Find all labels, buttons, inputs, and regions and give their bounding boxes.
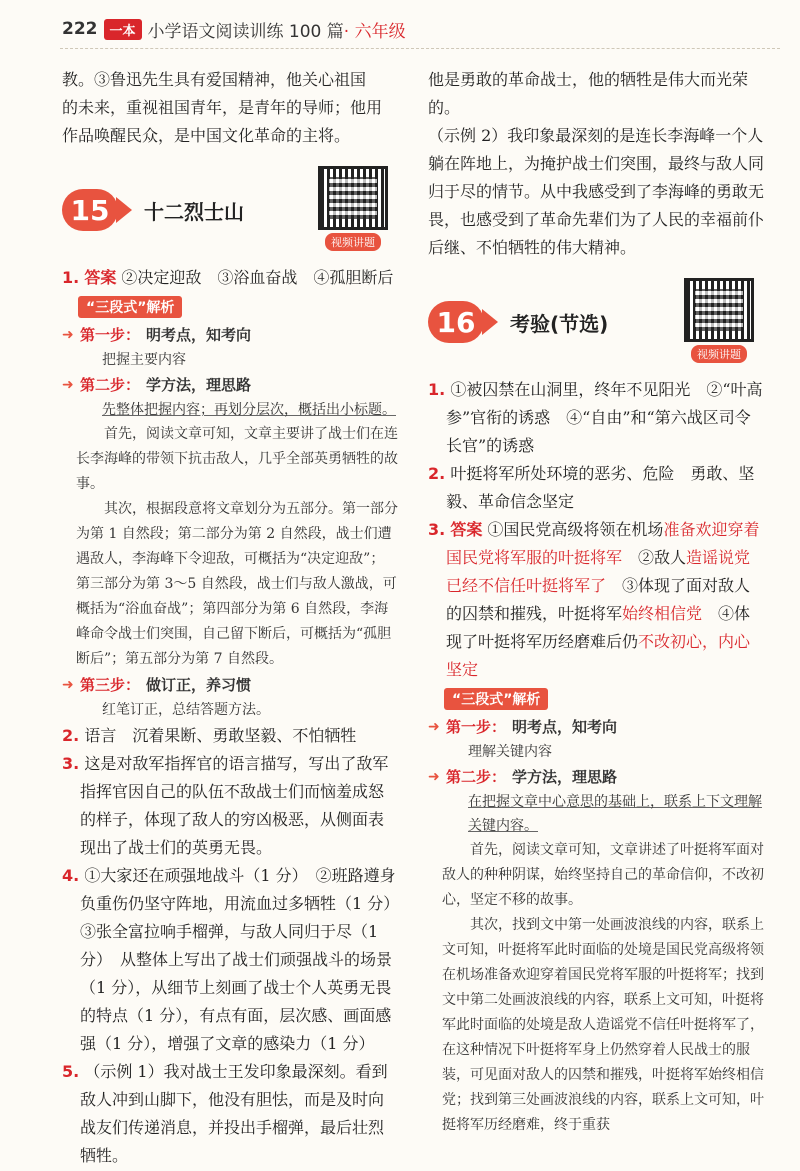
page-header xyxy=(62,14,406,44)
answer-3 xyxy=(62,750,398,862)
qr-code-icon xyxy=(684,278,754,342)
answer-highlight: 造谣说党已经不信任叶挺将军了 xyxy=(446,548,751,595)
lesson-16-heading xyxy=(428,282,764,362)
intro-line: 的未来，重视祖国青年，是青年的导师；他用 xyxy=(62,98,383,117)
arrow-icon: ➜ xyxy=(428,719,440,735)
question-number: 1. xyxy=(428,380,446,399)
lesson-number-badge: 15 xyxy=(62,189,118,231)
left-column xyxy=(62,66,408,1170)
question-number: 2. xyxy=(62,726,80,745)
step-2 xyxy=(428,764,764,790)
grade-label: · 六年级 xyxy=(343,21,406,42)
question-number: 2. xyxy=(428,464,446,483)
answer-highlight: 不改初心，内心坚定 xyxy=(446,632,751,679)
step-name: 第二步： xyxy=(80,376,141,394)
question-number: 5. xyxy=(62,1062,80,1081)
answer-text: ①大家还在顽强地战斗（1 分） ②班路遵身负重伤仍坚守阵地，用流血过多牺牲（1 分） ③张全富拉响手榴弹，与敌人同归于尽（1 分） 从整体上写出了战士们顽强战斗的场景（1 分），从细节上刻画了战士个人英勇无畏的特点（1 分），有点有面，层次感、画面感强（1 分），增强了文章的感染力（1 分） xyxy=(80,866,408,1053)
header-divider xyxy=(60,48,780,49)
book-title: 小学语文阅读训练 100 篇 xyxy=(147,21,344,42)
step-1 xyxy=(428,714,764,740)
step-name: 第一步： xyxy=(446,718,507,736)
step-name: 第二步： xyxy=(446,768,507,786)
answer-5-example-2: （示例 2）我印象最深刻的是连长李海峰一个人躺在阵地上，为掩护战士们突围，最终与敌人同归于尽的情节。从中我感受到了李海峰的勇敢无畏，也感受到了革命先辈们为了人民的幸福前仆后继、不怕牺牲的伟大精神。 xyxy=(428,126,765,257)
step-desc: 学方法，理思路 xyxy=(512,768,618,786)
intro-line: 作品唤醒民众，是中国文化革命的主将。 xyxy=(62,126,351,145)
answer-text: （示例 1）我对战士王发印象最深刻。看到敌人冲到山脚下，他没有胆怯，而是及时向战友们传递消息，并投出手榴弹，最后壮烈牺牲。 xyxy=(80,1062,388,1165)
answer-1 xyxy=(428,376,764,460)
answer-text: ②决定迎敌 ③浴血奋战 ④孤胆断后 xyxy=(121,268,394,287)
lesson-15-heading xyxy=(62,170,398,250)
step-paragraph: 首先，阅读文章可知，文章主要讲了战士们在连长李海峰的带领下抗击敌人，几乎全部英勇牺牲的故事。 xyxy=(76,426,398,492)
step-note: 在把握文章中心意思的基础上，联系上下文理解关键内容。 xyxy=(468,794,762,834)
right-column xyxy=(428,66,764,1138)
step-name: 第三步： xyxy=(80,676,141,694)
step-3 xyxy=(62,672,398,698)
answer-highlight: 始终相信党 xyxy=(622,604,703,623)
step-paragraph: 其次，根据段意将文章划分为五部分。第一部分为第 1 自然段；第二部分为第 2 自然段，战士们遭遇敌人，李海峰下令迎敌，可概括为“决定迎敌”；第三部分为第 3～5 自然段，战士们与敌人激战，可概括为“浴血奋战”；第四部分为第 6 自然段，李海峰命令战士们突围，自己留下断后，可概括为“孤胆断后”；第五部分为第 7 自然段。 xyxy=(76,501,398,667)
arrow-icon: ➜ xyxy=(62,327,74,343)
step-note: 红笔订正，总结答题方法。 xyxy=(102,702,270,718)
arrow-icon: ➜ xyxy=(62,677,74,693)
step-2 xyxy=(62,372,398,398)
answer-5-continued: 他是勇敢的革命战士，他的牺牲是伟大而光荣的。 xyxy=(428,70,749,117)
step-desc: 明考点，知考向 xyxy=(146,326,252,344)
answer-text: ③体现了面对敌人的囚禁和摧残，叶挺将军 xyxy=(446,576,751,623)
answer-label: 答案 xyxy=(450,520,483,539)
answer-text: 叶挺将军所处环境的恶劣、危险 勇敢、坚毅、革命信念坚定 xyxy=(446,464,755,511)
step-paragraph: 首先，阅读文章可知，文章讲述了叶挺将军面对敌人的种种阴谋，始终坚持自己的革命信仰，不改初心，坚定不移的故事。 xyxy=(442,842,764,908)
brand-logo: 一本 xyxy=(104,19,142,40)
step-note: 理解关键内容 xyxy=(468,744,552,760)
answer-text: 语言 沉着果断、勇敢坚毅、不怕牺牲 xyxy=(84,726,357,745)
step-note: 把握主要内容 xyxy=(102,352,186,368)
answer-2 xyxy=(428,460,764,516)
answer-1 xyxy=(62,264,398,292)
step-desc: 明考点，知考向 xyxy=(512,718,618,736)
answer-label: 答案 xyxy=(84,268,117,287)
answer-4 xyxy=(62,862,408,1058)
question-number: 1. xyxy=(62,268,80,287)
answer-2 xyxy=(62,722,398,750)
answer-text: 这是对敌军指挥官的语言描写，写出了敌军指挥官因自己的队伍不敌战士们而恼羞成怒的样子，体现了敌人的穷凶极恶，从侧面表现出了战士们的英勇无畏。 xyxy=(80,754,389,857)
analysis-tag: “三段式”解析 xyxy=(444,688,548,710)
answer-5 xyxy=(62,1058,398,1170)
page-number: 222 xyxy=(62,19,98,39)
qr-code[interactable] xyxy=(682,278,756,363)
answer-3 xyxy=(428,516,764,684)
step-name: 第一步： xyxy=(80,326,141,344)
answer-text: ④体现了叶挺将军历经磨难后仍 xyxy=(446,604,751,651)
question-number: 4. xyxy=(62,866,80,885)
step-desc: 做订正，养习惯 xyxy=(146,676,252,694)
lesson-title: 考验(节选) xyxy=(510,311,609,336)
step-1 xyxy=(62,322,398,348)
qr-label: 视频讲题 xyxy=(691,345,747,363)
answer-highlight: 准备欢迎穿着国民党将军服的叶挺将军 xyxy=(446,520,760,567)
arrow-icon: ➜ xyxy=(428,769,440,785)
step-desc: 学方法，理思路 xyxy=(146,376,252,394)
analysis-tag: “三段式”解析 xyxy=(78,296,182,318)
lesson-title: 十二烈士山 xyxy=(144,199,244,224)
intro-line: 教。③鲁迅先生具有爱国精神，他关心祖国 xyxy=(62,70,367,89)
step-note: 先整体把握内容；再划分层次，概括出小标题。 xyxy=(102,402,396,418)
step-paragraph: 其次，找到文中第一处画波浪线的内容，联系上文可知，叶挺将军此时面临的处境是国民党高级将领在机场准备欢迎穿着国民党将军服的叶挺将军；找到文中第二处画波浪线的内容，联系上文可知，叶挺将军此时面临的处境是敌人造谣党不信任叶挺将军了，在这种情况下叶挺将军身上仍然穿着人民战士的服装，可见面对敌人的囚禁和摧残，叶挺将军始终相信党；找到第三处画波浪线的内容，联系上文可知，叶挺将军历经磨难，终于重获 xyxy=(442,917,764,1133)
answer-text: ①国民党高级将领在机场 xyxy=(487,520,664,539)
question-number: 3. xyxy=(428,520,446,539)
lesson-number-badge: 16 xyxy=(428,301,484,343)
qr-label: 视频讲题 xyxy=(325,233,381,251)
question-number: 3. xyxy=(62,754,80,773)
answer-text: ①被囚禁在山洞里，终年不见阳光 ②“叶高参”官衔的诱惑 ④“自由”和“第六战区司令长官”的诱惑 xyxy=(446,380,763,455)
qr-code-icon xyxy=(318,166,388,230)
arrow-icon: ➜ xyxy=(62,377,74,393)
answer-text: ②敌人 xyxy=(622,548,687,567)
qr-code[interactable] xyxy=(316,166,390,251)
